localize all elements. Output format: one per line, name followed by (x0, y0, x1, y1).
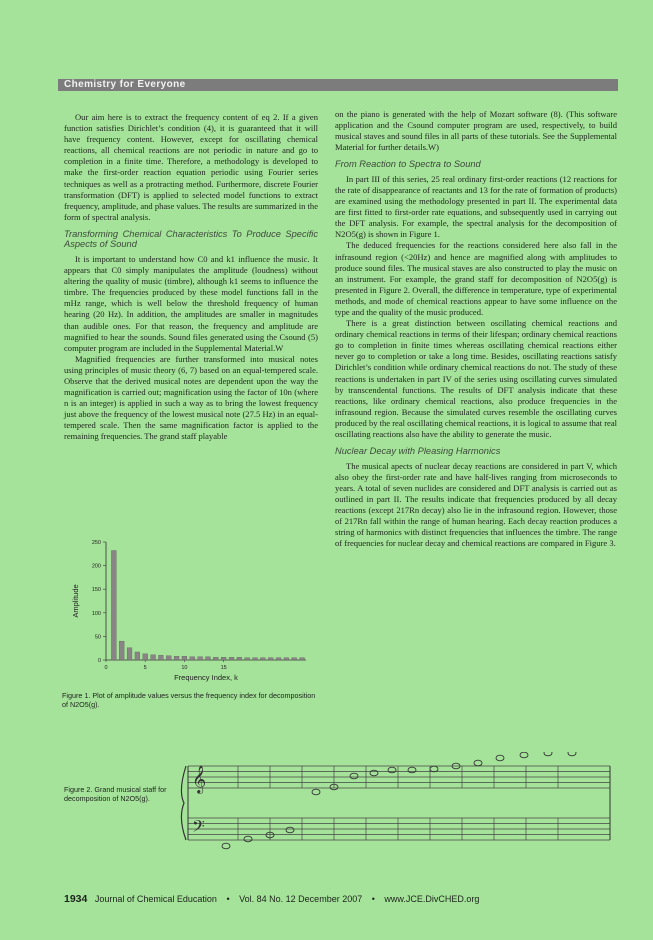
bar (119, 641, 124, 660)
x-tick-label: 5 (143, 665, 147, 671)
y-tick-label: 250 (91, 540, 101, 546)
page-number: 1934 (64, 893, 88, 905)
journal-url: www.JCE.DivCHED.org (384, 894, 480, 904)
paragraph: Our aim here is to extract the frequency content of eq 2. If a given function satisfies Dirichlet’s condition (4), it is guaranteed that it will have frequency content. However, except for oscillating chemical reactions, all chemical reactions are not periodic in nature and go to completion in a finite time. Therefore, a methodology is developed to make the first-order reaction equation periodic using Fourier series techniques as well as a protracting method. Furthermore, discrete Fourier transformation (DFT) is applied to selected model functions to extract frequency, amplitude, and phase values. The results are summarized in the form of spectral analysis. (64, 112, 318, 222)
y-tick-label: 100 (91, 610, 101, 617)
bar (237, 657, 242, 660)
x-tick-label: 10 (181, 665, 188, 671)
whole-note (474, 760, 482, 766)
whole-note (430, 766, 438, 772)
bar (292, 658, 297, 660)
whole-note (408, 767, 416, 773)
bar (253, 658, 258, 660)
paragraph: It is important to understand how C0 and k1 influence the music. It appears that C0 simply manipulates the amplitude (loudness) without altering the quality of music (timbre), although k1 seems to influence the timbre. The frequencies produced by these model functions fall in the mHz range, which is well below the threshold frequency of human hearing (20 Hz). In addition, the amplitudes are smaller in magnitudes than audible ones. For that reason, the frequency and amplitude are magnified to hear the sounds. Sound files generated using the Csound (5) computer program are included in the Supplemental Material.W (64, 253, 318, 353)
bar (206, 657, 211, 660)
bar (182, 656, 187, 660)
bar (143, 654, 148, 660)
y-tick-label: 50 (94, 634, 101, 641)
section-band (58, 79, 618, 91)
x-tick-label: 15 (220, 665, 227, 671)
whole-note (222, 843, 230, 849)
bar (127, 648, 132, 660)
bass-clef-icon: 𝄢 (192, 816, 205, 840)
treble-clef-icon: 𝄞 (192, 765, 207, 793)
bar (260, 658, 265, 660)
figure2-caption: Figure 2. Grand musical staff for decomposition of N2O5(g). (64, 785, 167, 804)
whole-note (370, 770, 378, 776)
y-tick-label: 200 (91, 563, 101, 570)
volume-info: Vol. 84 No. 12 December 2007 (239, 894, 363, 904)
bar (190, 657, 195, 660)
section-heading: From Reaction to Spectra to Sound (335, 159, 481, 170)
section-title: Chemistry for Everyone (64, 79, 186, 90)
bar (229, 657, 234, 660)
page-footer (64, 893, 624, 905)
whole-note (286, 827, 294, 833)
x-tick-label: 0 (104, 665, 108, 671)
bar (174, 656, 179, 660)
bar (284, 658, 289, 660)
bar (111, 550, 116, 660)
journal-name: Journal of Chemical Education (94, 894, 217, 904)
bar (151, 655, 156, 660)
right-column (335, 109, 617, 549)
whole-note (244, 836, 252, 842)
y-tick-label: 0 (97, 658, 101, 664)
bar (245, 658, 250, 660)
bar (158, 655, 163, 660)
y-axis-label: Amplitude (71, 584, 80, 618)
paragraph: on the piano is generated with the help of Mozart software (8). (This software application and the Csound computer program are used, respectively, to build musical staves and sound files in all parts of these tutorials. See the Supplemental Material for further details.W) (335, 109, 617, 153)
bar (198, 657, 203, 660)
bar (276, 658, 281, 660)
bar (213, 657, 218, 660)
whole-note (388, 767, 396, 773)
bar (166, 656, 171, 660)
whole-note (520, 752, 528, 758)
whole-note (568, 752, 576, 756)
bar (135, 652, 140, 660)
section-heading: Nuclear Decay with Pleasing Harmonics (335, 446, 501, 457)
y-tick-label: 150 (91, 587, 101, 594)
figure1-caption: Figure 1. Plot of amplitude values versus the frequency index for decomposition of N2O5(g). (62, 691, 316, 710)
paragraph: In part III of this series, 25 real ordinary first-order reactions (12 reactions for the rate of disappearance of reactants and 13 for the rate of formation of products) are examined using the methodology presented in part II. The experimental data are first fitted to first-order rate equations, and subsequently used in carrying out the DFT analysis. For example, the spectral analysis for the decomposition of N2O5(g) is shown in Figure 1. (335, 173, 617, 240)
bullet: • (371, 894, 375, 904)
whole-note (544, 752, 552, 756)
paragraph: The deduced frequencies for the reactions considered here also fall in the infrasound region (<20Hz) and hence are magnified along with amplitudes to produce sound files. The musical staves are also constructed to play the music on an instrument. For example, the grand staff for decomposition of N2O5(g) is presented in Figure 2. Overall, the difference in temperature, type of experimental methods, and mode of chemical reactions appear to have some influence on the type and the quality of the music produced. (335, 240, 617, 317)
x-axis-label: Frequency Index, k (174, 673, 238, 682)
whole-note (496, 755, 504, 761)
bullet: • (226, 894, 230, 904)
paragraph: Magnified frequencies are further transformed into musical notes using principles of music theory (6, 7) based on an equal-tempered scale. Observe that the derived musical notes are dependent upon the way the magnification is carried out; magnification using the factor of 10n (where n is an integer) is applied in such a way as to bring the lowest frequency just above the frequency of the lowest musical note (27.5 Hz) in an equal-tempered scale. Then the same magnification factor is applied to the remaining frequencies. The grand staff playable (64, 353, 318, 442)
brace (181, 766, 186, 840)
whole-note (350, 773, 358, 779)
paragraph: The musical apects of nuclear decay reactions are considered in part V, which also obey the first-order rate and have half-lives ranging from microseconds to years. A total of seven nuclides are considered and DFT analysis is carried out as outlined in part II. The results indicate that frequencies produced by all decay reactions (except 217Rn decay) also lie in the infrasound region. However, those of 217Rn fall within the range of human hearing. Each decay reaction produces a string of harmonics with distinct frequencies that influences the timbre. The range of frequencies for nuclear decay and chemical reactions are compared in Figure 3. (335, 460, 617, 549)
grand-staff (178, 752, 618, 870)
whole-note (312, 789, 320, 795)
amplitude-bar-chart (62, 532, 320, 682)
section-heading: Transforming Chemical Characteristics To Produce Specific Aspects of Sound (64, 228, 318, 250)
bar (268, 658, 273, 660)
bar (300, 658, 305, 660)
paragraph: There is a great distinction between oscillating chemical reactions and ordinary chemical reactions in terms of their lifespan; ordinary chemical reactions go to completion in finite times whereas oscillating chemical reactions either never go to completion or take a long time. Besides, oscillating reactions satisfy Dirichlet’s condition while ordinary chemical reactions do not. The study of these reactions is undertaken in part IV of the series using oscillating curves simulated by transcendental functions. The results of DFT analysis indicate that these reactions, like ordinary chemical reactions, also produce frequencies in the infrasound region. Because the simulated curves resemble the oscillating curves produced by the real oscillating chemical reactions, it is logical to assume that real oscillating reactions also have the ability to generate the music. (335, 318, 617, 440)
left-column (64, 112, 318, 443)
bar (221, 657, 226, 660)
